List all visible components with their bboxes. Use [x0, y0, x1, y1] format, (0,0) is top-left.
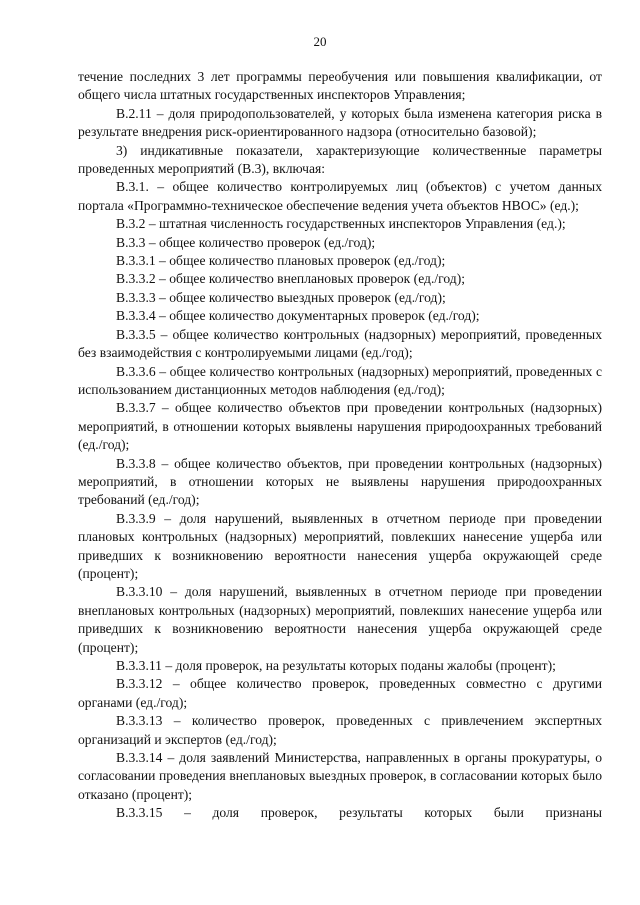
paragraph-v-3-3-4: В.3.3.4 – общее количество документарных проверок (ед./год); [116, 308, 480, 324]
paragraph-v-3-3-3: В.3.3.3 – общее количество выездных проверок (ед./год); [116, 289, 446, 305]
paragraph-v-3-3-13: В.3.3.13 – количество проверок, проведенных с привлечением экспертных организаций и экспертов (ед./год); [78, 713, 602, 747]
paragraph-v-3-3-15: В.3.3.15 – доля проверок, результаты которых были признаны [116, 805, 602, 821]
paragraph-v-3-2: В.3.2 – штатная численность государственных инспекторов Управления (ед.); [116, 216, 566, 232]
paragraph-v-3-3-8: В.3.3.8 – общее количество объектов, при проведении контрольных (надзорных) мероприятий, в отношении которых не выявлены нарушения природоохранных требований (ед./год); [78, 455, 602, 508]
paragraph-v-3-3-14: В.3.3.14 – доля заявлений Министерства, направленных в органы прокуратуры, о согласовании проведения внеплановых выездных проверок, в согласовании которых было отказано (процент); [78, 750, 602, 802]
paragraph-v-3-3-2: В.3.3.2 – общее количество внеплановых проверок (ед./год); [116, 271, 465, 287]
page-number: 20 [313, 34, 327, 49]
paragraph-continuation: течение последних 3 лет программы переобучения или повышения квалификации, от общего числа штатных государственных инспекторов Управления; [78, 69, 602, 103]
paragraph-v-3-3-9: В.3.3.9 – доля нарушений, выявленных в отчетном периоде при проведении плановых контрольных (надзорных) мероприятий, повлекших нанесение ущерба или приведших к возникновению вероятности нанесения ущерба окружающей среде (процент); [78, 510, 602, 581]
document-body [78, 68, 602, 823]
paragraph-v-3-3-1: В.3.3.1 – общее количество плановых проверок (ед./год); [116, 253, 446, 269]
paragraph-v-3-1: В.3.1. – общее количество контролируемых лиц (объектов) с учетом данных портала «Программно-техническое обеспечение ведения учета объектов НВОС» (ед.); [78, 179, 602, 213]
paragraph-indicators-v-3: 3) индикативные показатели, характеризующие количественные параметры проведенных мероприятий (В.3), включая: [78, 142, 602, 177]
paragraph-v-3-3-12: В.3.3.12 – общее количество проверок, проведенных совместно с другими органами (ед./год); [78, 676, 602, 710]
paragraph-v-3-3: В.3.3 – общее количество проверок (ед./год); [116, 234, 376, 250]
paragraph-v-2-11: В.2.11 – доля природопользователей, у которых была изменена категория риска в результате внедрения риск-ориентированного надзора (относительно базовой); [78, 105, 602, 140]
paragraph-v-3-3-11: В.3.3.11 – доля проверок, на результаты которых поданы жалобы (процент); [116, 658, 556, 673]
paragraph-v-3-3-10: В.3.3.10 – доля нарушений, выявленных в отчетном периоде при проведении внеплановых контрольных (надзорных) мероприятий, повлекших нанесение ущерба или приведших к возникновению вероятности нанесения ущерба окружающей среде (процент); [78, 584, 602, 655]
paragraph-v-3-3-7: В.3.3.7 – общее количество объектов при проведении контрольных (надзорных) мероприятий, в отношении которых выявлены нарушения природоохранных требований (ед./год); [78, 400, 602, 453]
paragraph-v-3-3-5: В.3.3.5 – общее количество контрольных (надзорных) мероприятий, проведенных без взаимодействия с контролируемыми лицами (ед./год); [78, 326, 602, 361]
paragraph-v-3-3-6: В.3.3.6 – общее количество контрольных (надзорных) мероприятий, проведенных с использованием дистанционных методов наблюдения (ед./год); [78, 363, 602, 397]
